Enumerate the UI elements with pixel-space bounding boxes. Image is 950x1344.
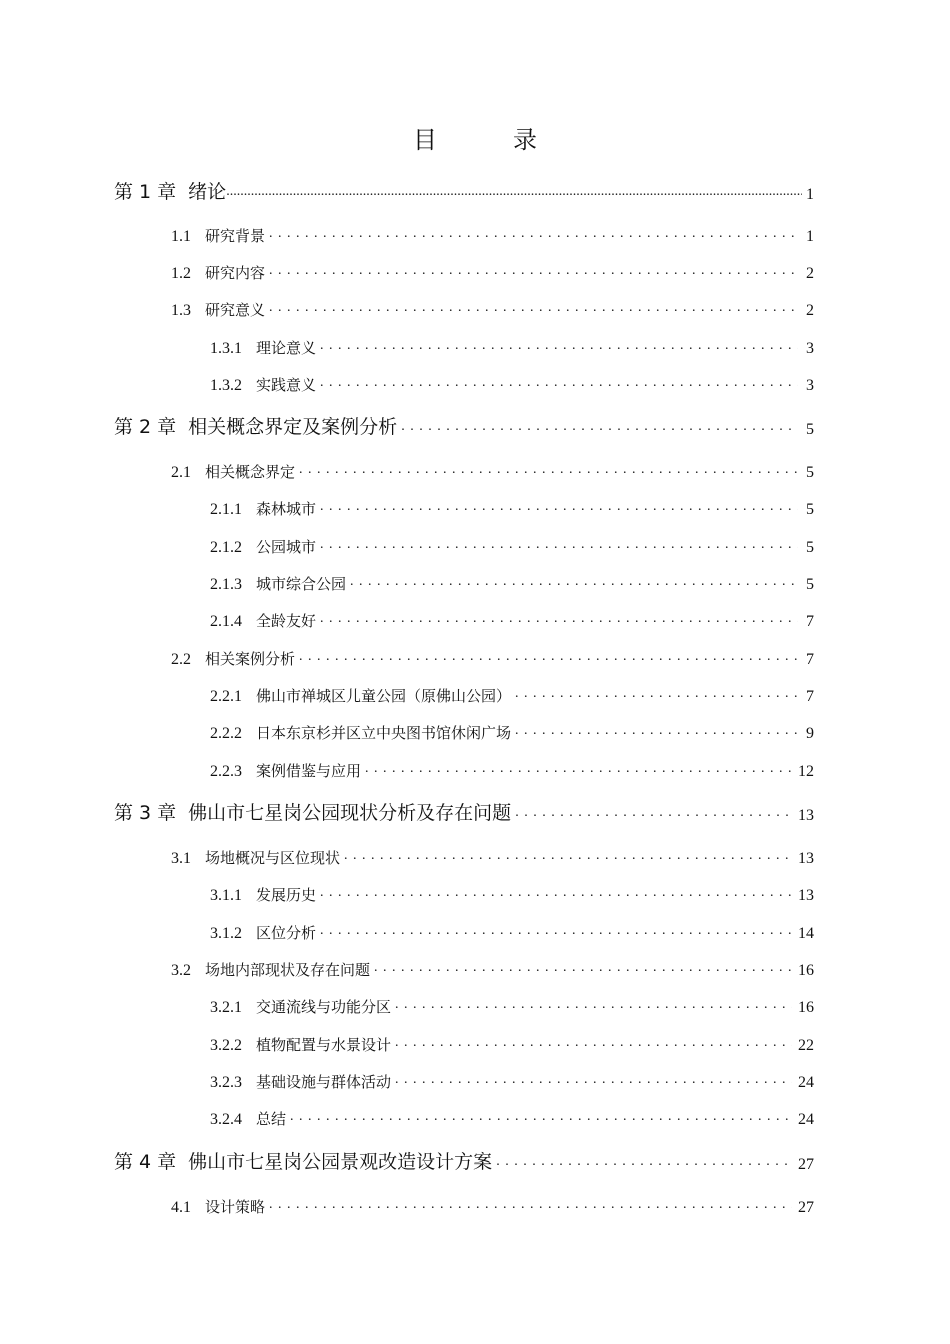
toc-entry-page: 2: [806, 302, 814, 319]
toc-entry-page: 5: [806, 576, 814, 593]
toc-entry-page: 7: [806, 651, 814, 668]
toc-entry-page: 13: [798, 850, 814, 867]
toc-entry[interactable]: [171, 255, 814, 283]
toc-entry-page: 9: [806, 725, 814, 742]
toc-entry-number: 1.3.1: [210, 340, 242, 357]
toc-entry[interactable]: [210, 367, 814, 395]
toc-entry-label: 场地概况与区位现状: [205, 849, 341, 867]
toc-entry-number: 3.2.3: [210, 1074, 242, 1091]
toc-entry-label: 交通流线与功能分区: [256, 998, 392, 1016]
toc-entry[interactable]: [171, 454, 814, 482]
toc-entry[interactable]: [210, 1101, 814, 1129]
toc-entry-number: 4.1: [171, 1199, 191, 1216]
toc-entry-number: 3.1.2: [210, 925, 242, 942]
toc-entry-page: 12: [798, 763, 814, 780]
dot-leader: [395, 1027, 792, 1055]
dot-leader: [226, 176, 802, 204]
toc-entry-label: 基础设施与群体活动: [256, 1073, 392, 1091]
dot-leader: [299, 641, 798, 669]
toc-entry[interactable]: [114, 1146, 814, 1174]
dot-leader: [269, 292, 798, 320]
toc-entry-page: 16: [798, 962, 814, 979]
toc-entry-label: 研究内容: [205, 264, 266, 282]
dot-leader: [395, 989, 792, 1017]
toc-entry[interactable]: [210, 330, 814, 358]
toc-entry-page: 16: [798, 999, 814, 1016]
toc-entry-number: 2.1.3: [210, 576, 242, 593]
toc-entry[interactable]: [114, 411, 814, 439]
page-title: 目 录: [413, 126, 563, 154]
toc-entry-number: 2.1.1: [210, 501, 242, 518]
toc-entry-number: 3.2.2: [210, 1037, 242, 1054]
toc-entry[interactable]: [171, 641, 814, 669]
dot-leader: [401, 411, 798, 439]
dot-leader: [350, 566, 798, 594]
toc-entry-label: 总结: [256, 1110, 287, 1128]
dot-leader: [515, 678, 798, 706]
dot-leader: [515, 715, 798, 743]
toc-entry[interactable]: [171, 292, 814, 320]
toc-entry-number: 1.3.2: [210, 377, 242, 394]
toc-entry-page: 5: [806, 464, 814, 481]
toc-entry-number: 2.1.4: [210, 613, 242, 630]
toc-entry-label: 城市综合公园: [256, 575, 347, 593]
toc-entry-label: 日本东京杉并区立中央图书馆休闲广场: [256, 724, 512, 742]
dot-leader: [320, 491, 798, 519]
dot-leader: [395, 1064, 792, 1092]
toc-entry-number: 1.1: [171, 228, 191, 245]
dot-leader: [320, 367, 798, 395]
dot-leader: [320, 603, 798, 631]
dot-leader: [365, 753, 792, 781]
toc-entry-page: 5: [806, 539, 814, 556]
toc-entry-page: 13: [798, 807, 814, 824]
dot-leader: [320, 877, 792, 905]
toc-entry-number: 第 1 章: [114, 181, 177, 203]
toc-entry-label: 设计策略: [205, 1198, 266, 1216]
toc-entry-number: 2.2: [171, 651, 191, 668]
toc-entry-page: 22: [798, 1037, 814, 1054]
toc-entry[interactable]: [210, 491, 814, 519]
toc-entry-label: 森林城市: [256, 500, 317, 518]
toc-entry[interactable]: [210, 915, 814, 943]
toc-entry[interactable]: [210, 678, 814, 706]
toc-entry-page: 1: [806, 186, 814, 203]
dot-leader: [299, 454, 798, 482]
toc-entry-label: 实践意义: [256, 376, 317, 394]
toc-entry-number: 3.2.1: [210, 999, 242, 1016]
dot-leader: [269, 1189, 792, 1217]
toc-entry[interactable]: [171, 218, 814, 246]
toc-entry-page: 24: [798, 1111, 814, 1128]
toc-entry-label: 佛山市禅城区儿童公园（原佛山公园）: [256, 687, 512, 705]
toc-entry[interactable]: [171, 952, 814, 980]
dot-leader: [269, 255, 798, 283]
dot-leader: [320, 529, 798, 557]
toc-entry-number: 3.2.4: [210, 1111, 242, 1128]
toc-entry-page: 3: [806, 377, 814, 394]
toc-entry-number: 第 3 章: [114, 802, 177, 824]
toc-entry-page: 27: [798, 1199, 814, 1216]
toc-entry-number: 3.2: [171, 962, 191, 979]
toc-entry[interactable]: [210, 566, 814, 594]
toc-entry-label: 研究意义: [205, 301, 266, 319]
toc-entry-number: 3.1.1: [210, 887, 242, 904]
toc-entry-page: 7: [806, 688, 814, 705]
toc-entry[interactable]: [210, 529, 814, 557]
dot-leader: [496, 1146, 792, 1174]
toc-entry-number: 2.2.1: [210, 688, 242, 705]
toc-entry-page: 5: [806, 421, 814, 438]
toc-entry-number: 2.1.2: [210, 539, 242, 556]
toc-entry[interactable]: [210, 603, 814, 631]
toc-entry-number: 2.2.3: [210, 763, 242, 780]
toc-entry-label: 场地内部现状及存在问题: [205, 961, 371, 979]
toc-entry-label: 全龄友好: [256, 612, 317, 630]
toc-entry[interactable]: [210, 1064, 814, 1092]
toc-entry[interactable]: [210, 715, 814, 743]
dot-leader: [290, 1101, 792, 1129]
toc-entry-page: 3: [806, 340, 814, 357]
toc-entry-page: 5: [806, 501, 814, 518]
toc-entry-label: 佛山市七星岗公园景观改造设计方案: [188, 1151, 493, 1173]
dot-leader: [269, 218, 798, 246]
toc-entry[interactable]: [171, 840, 814, 868]
toc-entry[interactable]: [114, 176, 814, 204]
toc-entry-number: 2.1: [171, 464, 191, 481]
toc-entry-label: 区位分析: [256, 924, 317, 942]
toc-entry-label: 理论意义: [256, 339, 317, 357]
toc-entry-number: 3.1: [171, 850, 191, 867]
toc-entry-number: 第 2 章: [114, 416, 177, 438]
toc-entry-page: 13: [798, 887, 814, 904]
toc-entry-label: 案例借鉴与应用: [256, 762, 362, 780]
toc-entry-page: 14: [798, 925, 814, 942]
toc-entry-page: 24: [798, 1074, 814, 1091]
toc-entry-page: 7: [806, 613, 814, 630]
toc-entry-label: 相关概念界定: [205, 463, 296, 481]
toc-entry-page: 1: [806, 228, 814, 245]
toc-entry-label: 相关概念界定及案例分析: [188, 416, 398, 438]
dot-leader: [374, 952, 792, 980]
toc-entry[interactable]: [171, 1189, 814, 1217]
toc-entry-page: 2: [806, 265, 814, 282]
toc-entry[interactable]: [210, 989, 814, 1017]
toc-entry-label: 公园城市: [256, 538, 317, 556]
toc-entry-label: 研究背景: [205, 227, 266, 245]
toc-entry-number: 2.2.2: [210, 725, 242, 742]
toc-entry-label: 植物配置与水景设计: [256, 1036, 392, 1054]
toc-entry[interactable]: [114, 797, 814, 825]
toc-entry-label: 佛山市七星岗公园现状分析及存在问题: [188, 802, 512, 824]
toc-entry-label: 发展历史: [256, 886, 317, 904]
dot-leader: [344, 840, 792, 868]
toc-entry-label: 相关案例分析: [205, 650, 296, 668]
toc-entry[interactable]: [210, 753, 814, 781]
toc-entry-page: 27: [798, 1156, 814, 1173]
toc-entry[interactable]: [210, 877, 814, 905]
toc-entry-label: 绪论: [188, 181, 227, 203]
toc-entry-number: 第 4 章: [114, 1151, 177, 1173]
dot-leader: [320, 330, 798, 358]
toc-entry[interactable]: [210, 1027, 814, 1055]
toc-entry-number: 1.3: [171, 302, 191, 319]
toc-entry-number: 1.2: [171, 265, 191, 282]
dot-leader: [320, 915, 792, 943]
dot-leader: [515, 797, 792, 825]
